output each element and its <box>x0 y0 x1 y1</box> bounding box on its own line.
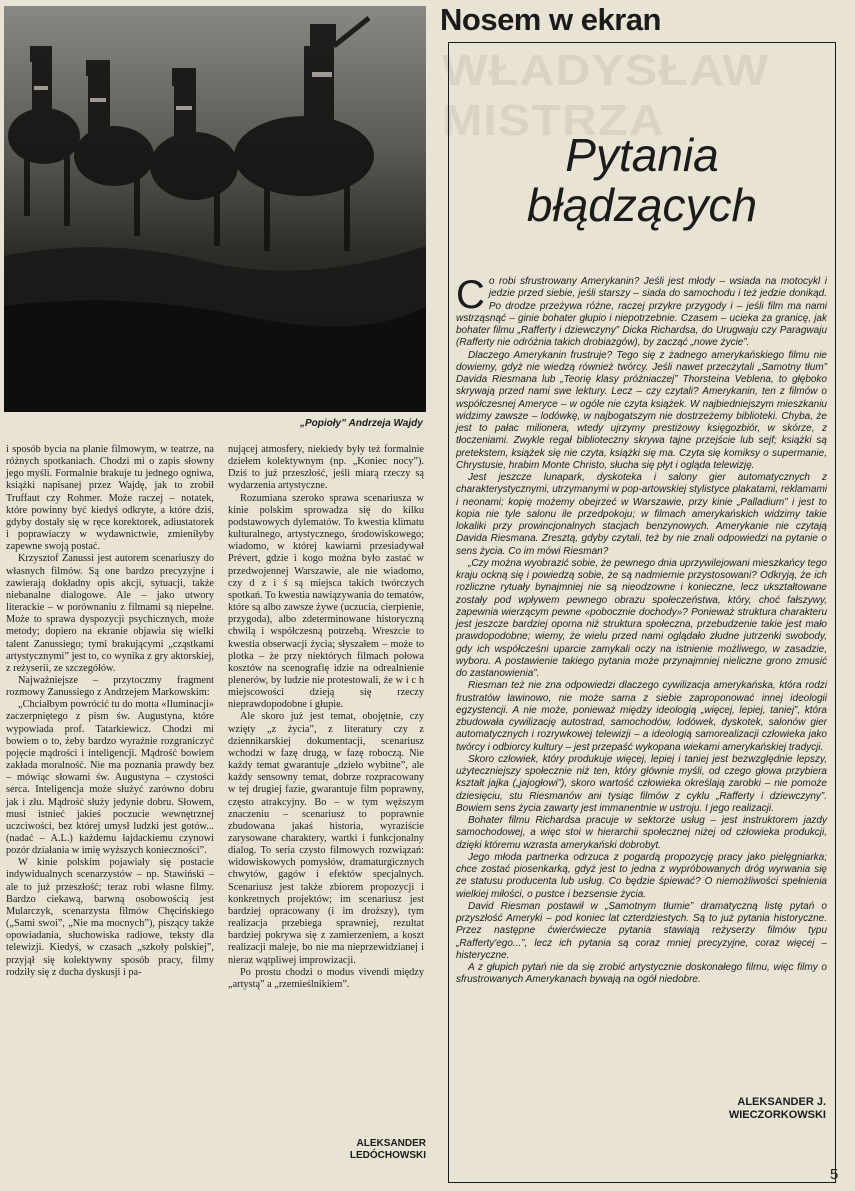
title-line-1: Pytania <box>565 129 719 181</box>
paragraph: Bohater filmu Richardsa pracuje w sektorze usług – jest instruktorem jazdy samochodowej, a więc stoi w hierarchii społecznej niżej od człowieka produkcji, dzięki któremu wzrasta amerykański dobrobyt. <box>456 815 827 851</box>
paragraph: Po prostu chodzi o modus vivendi między „artystą” a „rzemieślnikiem”. <box>228 966 424 990</box>
paragraph: i sposób bycia na planie filmowym, w teatrze, na różnych spotkaniach. Chodzi mi o zapis słowny jego myśli. Formalnie brakuje tu jednego ogniwa, książki napisanej przez Wajdę, jak to zrobił Truffaut czy Rohmer. Może raczej – notatek, które powinny być kiedyś odkryte, a które dziś, gdyby dostały się w ręce korektorek, adiustatorek i poprawiaczy w wydawnictwie, zmieniłyby zapewne swoją postać. <box>6 444 214 553</box>
article-title <box>452 130 832 230</box>
paragraph: David Riesman postawił w „Samotnym tłumie” dramatyczną listę pytań o przyszłość Ameryki – pod koniec lat czterdziestych. Są to już pytania historyczne. Przez następne ćwierćwiecze pytania stawiają reżyserzy filmów typu „Rafferty'ego...”, lecz ich pytania są coraz mniej precyzyjne, coraz więcej – histeryczne. <box>456 900 827 961</box>
title-line-2: błądzących <box>526 179 758 231</box>
paragraph: Krzysztof Zanussi jest autorem scenariuszy do własnych filmów. Są one bardzo precyzyjne i zawierają dokładny opis akcji, sytuacji, także niebanalne dialogowe. Ale – jako utwory literackie – w porównaniu z filmami są niepełne. Może to sprawa dyspozycji psychicznych, może metody; dopiero na ekranie objawia się wielki talent Zanussiego; tymi brakującymi „cząstkami artystycznymi” jest to, co wynika z gry aktorskiej, z reżyserii, ze szczegółów. <box>6 553 214 674</box>
page-number: 5 <box>830 1166 839 1183</box>
paragraph: Jego młoda partnerka odrzuca z pogardą propozycję pracy jako pielęgniarka; chce zostać piosenkarką, gdyż jest to jedna z wypróbowanych dróg wyrwania się ze statusu producenta lub usług. Co będzie śpiewać? O niemożliwości spełnienia wielkiej miłości, o pustce i bezsensie życia. <box>456 851 827 900</box>
paragraph: A z głupich pytań nie da się zrobić artystycznie doskonałego filmu, więc filmy o sfrustrowanych Amerykanach bywają na ogół niedobre. <box>456 962 827 986</box>
quote-paragraph: „Chciałbym powrócić tu do motta «Iluminacji» zaczerpniętego z pism św. Augustyna, które wypowiada prof. Tatarkiewicz. Chodzi mi bowiem o to, żeby bardzo wyraźnie rozgraniczyć pojęcie mądrości i inteligencji. Mądrość bowiem zakłada moralność. Nie ma poznania prawdy bez – mówiąc słowami św. Augustyna – czystości serca. Inteligencja może służyć zarówno dobru jak i złu. Mądrość służy jedynie dobru. Słowem, musi istnieć jakieś poczucie wewnętrznej uczciwości, bez której umysł ludzki jest gotów... (nadać – A.L.) każdemu łajdackiemu czynowi pozór działania w imię wyższych konieczności”. <box>6 699 214 857</box>
paragraph: „Czy można wyobrazić sobie, że pewnego dnia uprzywilejowani mieszkańcy tego kraju ockną się i powiedzą sobie, że są nadmiernie przystosowani? Odkryją, że ich rozliczne rytuały bynajmniej nie są nieodzowne i konieczne, lecz ukształtowane zostały pod wpływem pewnego obrazu społeczeństwa, który, choć fałszywy, zapewnia wierzącym pewne «pobocznie dochody»? Ponieważ struktura charakteru jest jeszcze bardziej oporna niż struktura społeczna, przebudzenie takie jest mało prawdopodobne; wiemy, że wielu przed nami oglądało złudne jutrzenki swobody, gdy ich współcześni uparcie zamykali oczy na istnienie możliwego, w zasadzie, wyboru. A postawienie takiego pytania może przynajmniej nieliczne grono zmusić do zastanowienia”. <box>456 557 827 679</box>
paragraph: Skoro człowiek, który produkuje więcej, lepiej i taniej jest bezwzględnie lepszy, użyteczniejszy społecznie niż ten, który głównie myśli, od czego głowa przybiera kształt jajka („jajogłowi”), skoro wartość człowieka określają zarobki – nie pomoże dziesięciu, stu Riesmanów ani tysiąc filmów z cyklu „Rafferty i dziewczyny”. Bowiem sens życia zawarty jest immanentnie w ustroju. I jego realizacji. <box>456 753 827 814</box>
paragraph: nującej atmosfery, niekiedy były też formalnie dziełem kolektywnym (np. „Koniec nocy”). Dziś to już przeszłość, jeśli miarą rzeczy są wydarzenia artystyczne. <box>228 444 424 492</box>
author-last-name: WIECZORKOWSKI <box>728 1109 826 1121</box>
right-article-body <box>456 273 827 987</box>
photo-caption: „Popioły” Andrzeja Wajdy <box>300 418 423 429</box>
paragraph: Dlaczego Amerykanin frustruje? Tego się z żadnego amerykańskiego filmu nie dowiemy, gdyż nie wiedzą również twórcy. Jeśli nawet przeczytali „Samotny tłum” Davida Riesmana lub „Teorię klasy próżniaczej” Thorsteina Veblena, to głęboko skrywają przed nami swe lektury. Lecz – czy czytali? Amerykanin, ten z filmów o współczesnej Ameryce – w ogóle nie czyta książek. W najbiedniejszym mieszkaniu widzimy zawsze – lodówkę, w najbogatszym nie dostrzeżemy biblioteki. Chyba, że jest to pałac milionera, wtedy ujrzymy prestiżowy księgozbiór, w skórze, z tłoczeniami. Zwykle regał biblioteczny skrywa tajne przejście lub sejf; książki są pretekstem, książek się nie czyta, książki się ma. Czyta się komiksy o supermanie, Chrystusie, hrabim Monte Christo, słucha się płyt i ogląda telewizję. <box>456 349 827 471</box>
drop-cap: C <box>456 273 485 317</box>
film-still-photo <box>4 6 426 412</box>
paragraph: W kinie polskim pojawiały się postacie indywidualnych scenarzystów – np. Stawiński – ale to już przeszłość; teraz robi własne filmy. Bardzo ciekawą, barwną osobowością jest Mularczyk, scenarzysta filmów Chęcińskiego („Sami swoi”, „Nie ma mocnych”), piszący także opowiadania, słuchowiska radiowe, teksty dla telewizji. Kiedyś, w czasach „szkoły polskiej”, przyjął się kolektywny sposób pracy, filmy rodziły się z ducha dyskusji i pa- <box>6 857 214 978</box>
left-article-author <box>340 1138 426 1162</box>
left-article-column-1 <box>6 444 214 979</box>
horsemen-illustration <box>4 6 426 412</box>
paragraph-text: o robi sfrustrowany Amerykanin? Jeśli jest młody – wsiada na motocykl i jedzie przed siebie, jeśli starszy – siada do samochodu i też jedzie donikąd. Po drodze przeżywa różne, raczej przykre przygody i – jeśli film ma nami wstrząsnąć – ginie bohater głupio i niepotrzebnie. Czasem – ucieka za granicę, jak bohater filmu „Rafferty i dziewczyny” Dicka Richardsa, do Urugwaju czy Paragwaju (Rafferty nie odróżnia takich drobiazgów), by zacząć „nowe życie”. <box>456 276 827 349</box>
section-title: Nosem w ekran <box>440 2 661 37</box>
paragraph <box>456 273 827 350</box>
left-article-column-2 <box>228 444 424 991</box>
author-first-name: ALEKSANDER <box>356 1138 426 1149</box>
paragraph: Jest jeszcze lunapark, dyskoteka i salony gier automatycznych z charakterystycznymi, utrzymanymi w pop-artowskiej stylistyce plakatami, reklamami i neonami; kopię możemy obejrzeć w Warszawie, przy kinie „Palladium” i jest to kopia nie tyle salonu ile przedpokoju; w filmach amerykańskich widzimy takie lokaliki przy prowincjonalnych stacjach benzynowych. Amerykanie nie czytają Davida Riesmana. Zresztą, gdyby czytali, też by nie znali odpowiedzi na pytanie o sens życia. Co im mówi Riesman? <box>456 472 827 557</box>
paragraph: Riesman też nie zna odpowiedzi dlaczego cywilizacja amerykańska, która rodzi frustratów lawinowo, nie może sama z siebie zaproponować innej ideologii egzystencji. A nie może, ponieważ między ideologią „więcej, lepiej, taniej”, która zbudowała cywilizację autostrad, samochodów, lodówek, dyskotek, salonów gier automatycznych i rozrywkowej telewizji – a ideologią samorealizacji człowieka jako twórcy i odbiorcy kultury – jest przepaść wykopana wiekami amerykańskiej tradycji. <box>456 680 827 753</box>
right-article-author <box>620 1096 826 1122</box>
author-first-name: ALEKSANDER J. <box>737 1096 826 1108</box>
paragraph: Rozumiana szeroko sprawa scenariusza w kinie polskim sprowadza się do kilku podstawowych dylematów. To kwestia klimatu kulturalnego, artystycznego, środowiskowego; wiadomo, w której kawiarni przesiadywał Prévert, gdzie i kogo można było zastać w przedwojennej Warszawie, ale nie wiadomo, czy d z i ś są miejsca takich twórczych spotkań. To kwestia nawiązywania do tematów, które są albo zawsze żywe (uczucia, cierpienie, przygoda), albo zdeterminowane historyczną chwilą i współczesną potrzebą. Wreszcie to kwestia obserwacji życia; słyszałem – może to plotka – że przy niektórych filmach połowa kosztów na scenografię idzie na odrealnienie plenerów, by ludzie nie protestowali, że w i c h miejscowości dzieją się rzeczy nieprawdopodobne i głupie. <box>228 492 425 711</box>
paragraph: Najważniejsze – przytoczmy fragment rozmowy Zanussiego z Andrzejem Markowskim: <box>6 674 214 699</box>
background-ghost-text: WŁADYSŁAW MISTRZA <box>442 46 770 145</box>
paragraph: Ale skoro już jest temat, obojętnie, czy wzięty „z życia”, z literatury czy z dziennikarskiej dokumentacji, scenariusz wchodzi w fazę drugą, w fazę roboczą. Nie każdy temat gwarantuje „dzieło wybitne”, ale każdy sensowny temat, dobrze rozpracowany w tej drugiej fazie, gwarantuje film poprawny, często atrakcyjny. Bo – w tym węższym znaczeniu – scenariusz to poprawnie zbudowana jakaś historia, wyraziście zarysowane charaktery, wartki i funkcjonalny dialog. To seria czysto filmowych rozwiązań: widowiskowych pomysłów, dramaturgicznych chwytów, gagów i efektów specjalnych. Scenariusz jest także zbiorem propozycji i konkretnych projektów; im scenariusz jest bardziej opracowany (i im droższy), tym realizacja przebiega sprawniej, rezultat bardziej pokrywa się z zamierzeniem, a koszt realizacji maleje, bo nie ma nieprzewidzianej i nieraz wątpliwej improwizacji. <box>228 711 424 966</box>
author-last-name: LEDÓCHOWSKI <box>349 1150 426 1161</box>
